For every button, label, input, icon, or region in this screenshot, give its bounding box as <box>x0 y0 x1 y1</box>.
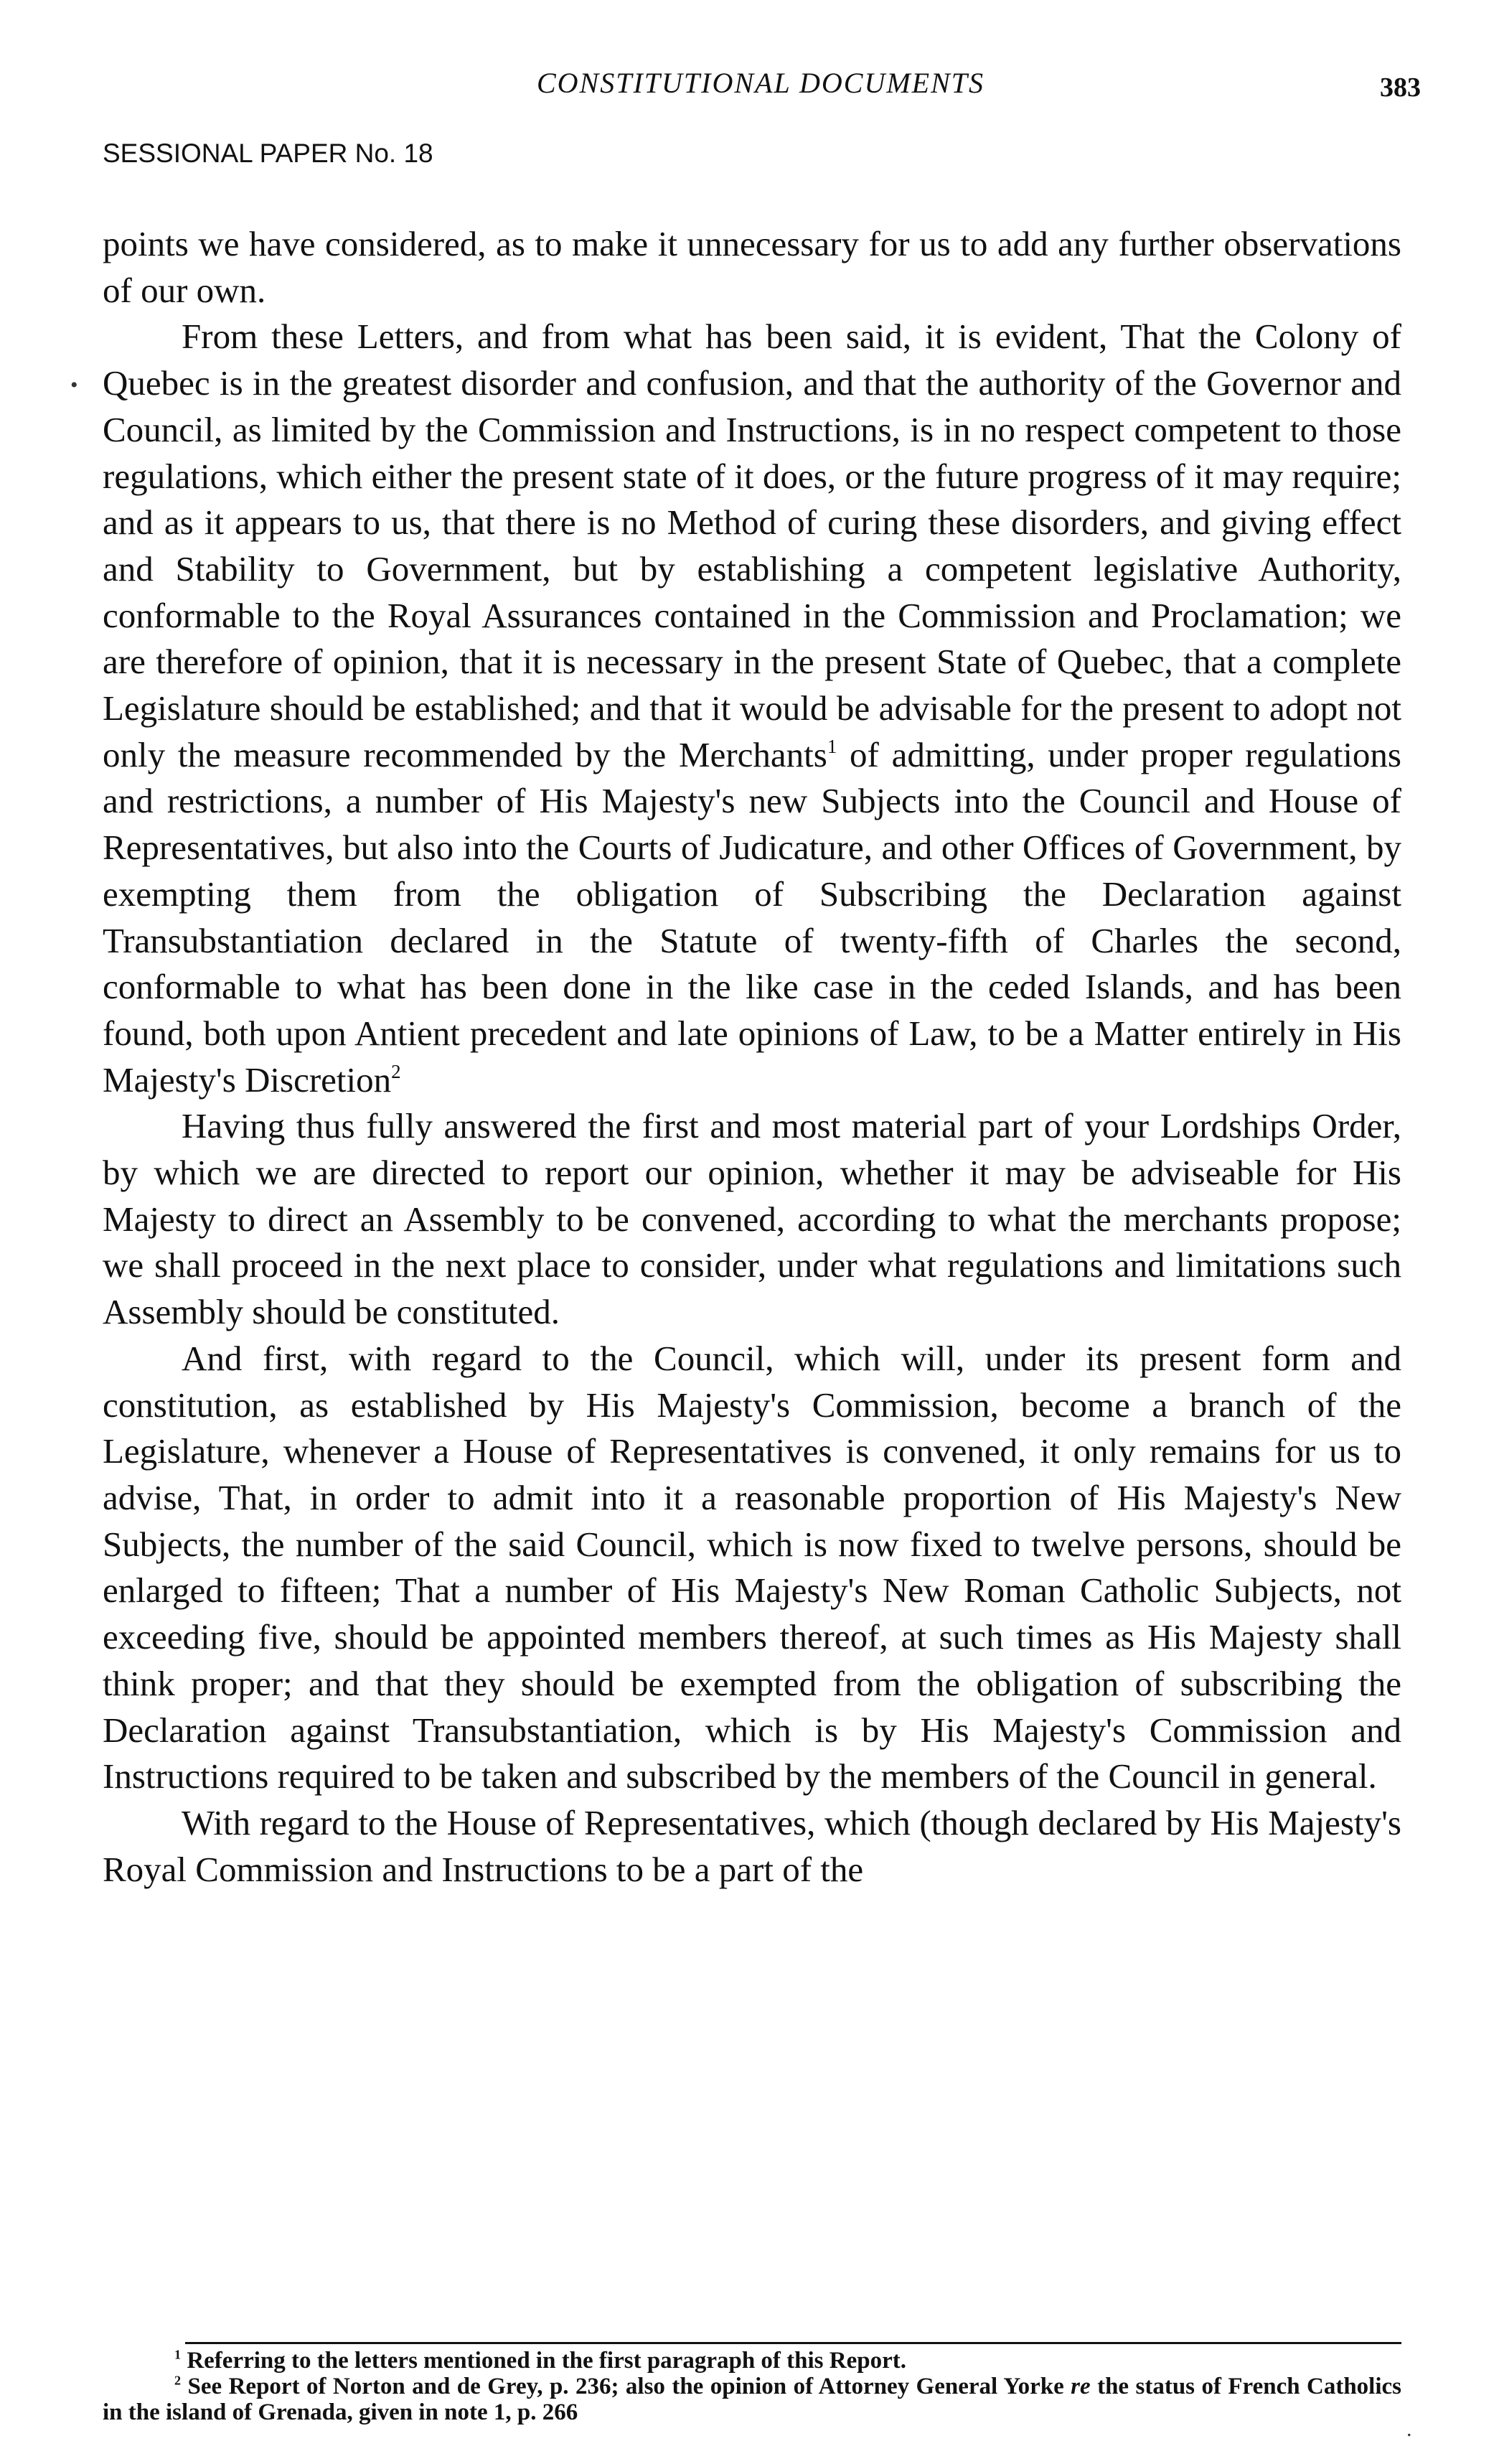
running-title: CONSTITUTIONAL DOCUMENTS <box>536 67 985 99</box>
footnote-ref-2: 2 <box>391 1060 401 1082</box>
paragraph-council: And first, with regard to the Council, which will, under its present form and constitution, as established by His Majesty's Commission, become a branch of the Legislature, whenever a House of Representatives is convened, it only remains for us to advise, That, in order to admit into it a reasonable proportion of His Majesty's New Subjects, the number of the said Council, which is now fixed to twelve persons, should be enlarged to fifteen; That a number of His Majesty's New Roman Catholic Subjects, not exceeding five, should be appointed members thereof, at such times as His Majesty shall think proper; and that they should be exempted from the obligation of subscribing the Declaration against Transubstantiation, which is by His Majesty's Commission and Instructions required to be taken and subscribed by the members of the Council in general. <box>103 1338 1401 1797</box>
footnote-marker: 1 <box>174 2347 182 2362</box>
footnote-2 <box>103 2374 1401 2425</box>
page-number: 383 <box>1380 72 1421 103</box>
paragraph-lordships-order: Having thus fully answered the first and most material part of your Lordships Order, by which we are directed to report our opinion, whether it may be adviseable for His Majesty to direct an Assembly to be convened, according to what the merchants propose; we shall proceed in the next place to consider, under what regulations and limitations such Assembly should be constituted. <box>103 1106 1401 1332</box>
stray-bullet-mark: • <box>70 373 78 397</box>
paragraph-continuation: points we have considered, as to make it unnecessary for us to add any further observations of our own. <box>103 224 1401 310</box>
footnote-text: the status of French Catholics in the island of Grenada, given in note 1, p. 266 <box>103 2374 1402 2425</box>
footnote-marker: 2 <box>174 2373 182 2388</box>
stray-dot-mark: . <box>1406 2417 1412 2441</box>
sessional-paper-label: SESSIONAL PAPER No. 18 <box>103 139 433 168</box>
footnote-italic-text: re <box>1071 2374 1091 2399</box>
footnote-divider <box>185 2342 1401 2344</box>
body-text <box>103 221 1401 1893</box>
footnote-1 <box>103 2348 1401 2374</box>
paragraph-quebec-disorder <box>103 314 1401 1103</box>
footnote-ref-1: 1 <box>827 735 837 757</box>
footnote-text: See Report of Norton and de Grey, p. 236; also the opinion of Attorney General Yorke <box>187 2374 1064 2399</box>
paragraph-text: of admitting, under proper regulations and restrictions, a number of His Majesty's new Subjects into the Council and House of Representatives, but also into the Courts of Judicature, and other Offices of Government, by exempting them from the obligation of Subscribing the Declaration against Transubstantiation declared in the Statute of twenty-fifth of Charles the second, conformable to what has been done in the like case in the ceded Islands, and has been found, both upon Antient precedent and late opinions of Law, to be a Matter entirely in His Majesty's Discretion <box>103 734 1402 1100</box>
paragraph-text: From these Letters, and from what has been said, it is evident, That the Colony of Quebec is in the greatest disorder and confusion, and that the authority of the Governor and Council, as limited by the Commission and Instructions, is in no respect competent to those regulations, which either the present state of it does, or the future progress of it may require; and as it appears to us, that there is no Method of curing these disorders, and giving effect and Stability to Government, but by establishing a competent legislative Authority, conformable to the Royal Assurances contained in the Commission and Proclamation; we are therefore of opinion, that it is necessary in the present State of Quebec, that a complete Legislature should be established; and that it would be advisable for the present to adopt not only the measure recommended by the Merchants <box>103 317 1401 774</box>
paragraph-house-of-representatives: With regard to the House of Representatives, which (though declared by His Majesty's Royal Commission and Instructions to be a part of the <box>103 1802 1401 1889</box>
footnote-text: Referring to the letters mentioned in the first paragraph of this Report. <box>187 2348 906 2374</box>
footnotes <box>103 2348 1401 2425</box>
